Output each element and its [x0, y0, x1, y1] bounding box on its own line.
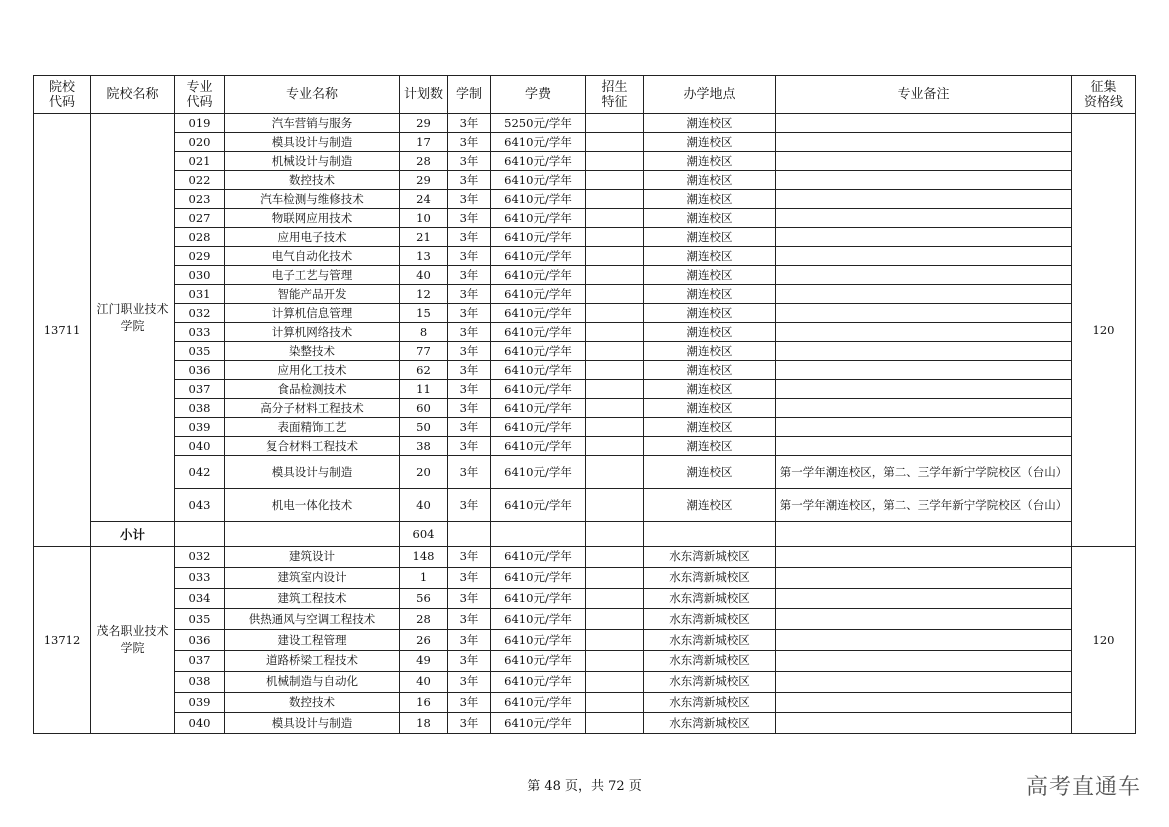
table-row [34, 171, 1136, 190]
tuition-fee: 6410元/学年 [491, 285, 586, 304]
major-code: 037 [175, 650, 225, 671]
major-code: 035 [175, 609, 225, 630]
remark: 第一学年潮连校区，第二、三学年新宁学院校区（台山） [776, 489, 1072, 522]
plan-count: 38 [400, 437, 448, 456]
location: 潮连校区 [644, 380, 776, 399]
major-code: 036 [175, 361, 225, 380]
plan-count: 11 [400, 380, 448, 399]
header-school-name: 院校名称 [91, 76, 175, 114]
tuition-fee: 6410元/学年 [491, 133, 586, 152]
duration: 3年 [448, 671, 491, 692]
table-row [34, 399, 1136, 418]
major-name: 复合材料工程技术 [225, 437, 400, 456]
watermark: 高考直通车 [1025, 775, 1141, 800]
page-footer: 第 48 页，共 72 页 [527, 779, 642, 794]
table-row [34, 609, 1136, 630]
table-row [34, 456, 1136, 489]
enrollment-feature [586, 228, 644, 247]
location: 水东湾新城校区 [644, 671, 776, 692]
table-row [34, 567, 1136, 588]
enrollment-feature [586, 650, 644, 671]
location: 潮连校区 [644, 266, 776, 285]
tuition-fee: 6410元/学年 [491, 567, 586, 588]
plan-count: 20 [400, 456, 448, 489]
enrollment-feature [586, 630, 644, 651]
score-line: 120 [1072, 547, 1136, 734]
duration: 3年 [448, 489, 491, 522]
location: 潮连校区 [644, 418, 776, 437]
tuition-fee: 6410元/学年 [491, 588, 586, 609]
header-major-name: 专业名称 [225, 76, 400, 114]
plan-count: 18 [400, 713, 448, 734]
enrollment-feature [586, 342, 644, 361]
plan-count: 12 [400, 285, 448, 304]
tuition-fee: 6410元/学年 [491, 489, 586, 522]
major-name: 食品检测技术 [225, 380, 400, 399]
major-name: 表面精饰工艺 [225, 418, 400, 437]
plan-count: 10 [400, 209, 448, 228]
tuition-fee: 6410元/学年 [491, 209, 586, 228]
location: 潮连校区 [644, 209, 776, 228]
major-code: 038 [175, 671, 225, 692]
major-code: 040 [175, 713, 225, 734]
major-code: 032 [175, 304, 225, 323]
major-code: 040 [175, 437, 225, 456]
admission-plan-table [33, 75, 1136, 734]
major-code: 033 [175, 567, 225, 588]
duration: 3年 [448, 437, 491, 456]
remark [776, 285, 1072, 304]
tuition-fee: 6410元/学年 [491, 671, 586, 692]
location: 潮连校区 [644, 304, 776, 323]
plan-count: 24 [400, 190, 448, 209]
remark [776, 380, 1072, 399]
enrollment-feature [586, 588, 644, 609]
location: 潮连校区 [644, 342, 776, 361]
enrollment-feature [586, 567, 644, 588]
table-row [34, 418, 1136, 437]
remark [776, 228, 1072, 247]
school-code: 13711 [34, 114, 91, 547]
major-code: 034 [175, 588, 225, 609]
enrollment-feature [586, 609, 644, 630]
remark [776, 630, 1072, 651]
plan-count: 62 [400, 361, 448, 380]
major-name: 机械设计与制造 [225, 152, 400, 171]
duration: 3年 [448, 266, 491, 285]
table-row [34, 650, 1136, 671]
table-row [34, 304, 1136, 323]
subtotal-empty [586, 522, 644, 547]
remark [776, 190, 1072, 209]
duration: 3年 [448, 713, 491, 734]
location: 潮连校区 [644, 171, 776, 190]
major-code: 032 [175, 547, 225, 568]
duration: 3年 [448, 209, 491, 228]
location: 潮连校区 [644, 228, 776, 247]
duration: 3年 [448, 114, 491, 133]
remark [776, 588, 1072, 609]
remark [776, 399, 1072, 418]
enrollment-feature [586, 304, 644, 323]
location: 水东湾新城校区 [644, 650, 776, 671]
plan-count: 148 [400, 547, 448, 568]
tuition-fee: 6410元/学年 [491, 342, 586, 361]
table-row [34, 630, 1136, 651]
tuition-fee: 6410元/学年 [491, 609, 586, 630]
table-row [34, 152, 1136, 171]
header-major-code: 专业 代码 [175, 76, 225, 114]
location: 潮连校区 [644, 190, 776, 209]
remark [776, 692, 1072, 713]
major-name: 建筑设计 [225, 547, 400, 568]
major-code: 035 [175, 342, 225, 361]
location: 潮连校区 [644, 399, 776, 418]
tuition-fee: 6410元/学年 [491, 380, 586, 399]
table-row [34, 380, 1136, 399]
duration: 3年 [448, 692, 491, 713]
enrollment-feature [586, 171, 644, 190]
remark [776, 567, 1072, 588]
location: 水东湾新城校区 [644, 692, 776, 713]
subtotal-empty [175, 522, 225, 547]
table-row [34, 209, 1136, 228]
enrollment-feature [586, 692, 644, 713]
plan-count: 60 [400, 399, 448, 418]
enrollment-feature [586, 671, 644, 692]
subtotal-empty [225, 522, 400, 547]
subtotal-empty [448, 522, 491, 547]
major-name: 机械制造与自动化 [225, 671, 400, 692]
remark [776, 361, 1072, 380]
major-name: 汽车营销与服务 [225, 114, 400, 133]
major-name: 建筑工程技术 [225, 588, 400, 609]
major-name: 智能产品开发 [225, 285, 400, 304]
enrollment-feature [586, 713, 644, 734]
school-name: 茂名职业技术学院 [91, 547, 175, 734]
duration: 3年 [448, 133, 491, 152]
enrollment-feature [586, 266, 644, 285]
enrollment-feature [586, 489, 644, 522]
table-row [34, 547, 1136, 568]
major-name: 道路桥梁工程技术 [225, 650, 400, 671]
duration: 3年 [448, 247, 491, 266]
location: 水东湾新城校区 [644, 567, 776, 588]
major-name: 物联网应用技术 [225, 209, 400, 228]
tuition-fee: 6410元/学年 [491, 171, 586, 190]
remark [776, 547, 1072, 568]
plan-count: 28 [400, 152, 448, 171]
remark [776, 247, 1072, 266]
major-name: 汽车检测与维修技术 [225, 190, 400, 209]
tuition-fee: 6410元/学年 [491, 361, 586, 380]
enrollment-feature [586, 190, 644, 209]
major-name: 电子工艺与管理 [225, 266, 400, 285]
plan-count: 1 [400, 567, 448, 588]
plan-count: 40 [400, 671, 448, 692]
major-code: 038 [175, 399, 225, 418]
major-code: 039 [175, 418, 225, 437]
major-name: 模具设计与制造 [225, 456, 400, 489]
major-code: 022 [175, 171, 225, 190]
duration: 3年 [448, 630, 491, 651]
table-row [34, 323, 1136, 342]
enrollment-feature [586, 547, 644, 568]
table-row [34, 713, 1136, 734]
table-row [34, 228, 1136, 247]
remark [776, 671, 1072, 692]
plan-count: 50 [400, 418, 448, 437]
duration: 3年 [448, 399, 491, 418]
plan-count: 29 [400, 171, 448, 190]
major-code: 019 [175, 114, 225, 133]
duration: 3年 [448, 361, 491, 380]
enrollment-feature [586, 399, 644, 418]
plan-count: 17 [400, 133, 448, 152]
header-score: 征集 资格线 [1072, 76, 1136, 114]
subtotal-value: 604 [400, 522, 448, 547]
major-name: 供热通风与空调工程技术 [225, 609, 400, 630]
remark [776, 114, 1072, 133]
plan-count: 26 [400, 630, 448, 651]
major-name: 计算机网络技术 [225, 323, 400, 342]
major-name: 应用化工技术 [225, 361, 400, 380]
location: 潮连校区 [644, 114, 776, 133]
plan-count: 15 [400, 304, 448, 323]
tuition-fee: 5250元/学年 [491, 114, 586, 133]
school-code: 13712 [34, 547, 91, 734]
header-row [34, 76, 1136, 114]
major-code: 039 [175, 692, 225, 713]
table-row [34, 361, 1136, 380]
major-code: 036 [175, 630, 225, 651]
table-row [34, 588, 1136, 609]
major-code: 027 [175, 209, 225, 228]
major-name: 数控技术 [225, 692, 400, 713]
tuition-fee: 6410元/学年 [491, 713, 586, 734]
major-code: 023 [175, 190, 225, 209]
table-row [34, 133, 1136, 152]
plan-count: 40 [400, 489, 448, 522]
tuition-fee: 6410元/学年 [491, 247, 586, 266]
duration: 3年 [448, 152, 491, 171]
table-row [34, 285, 1136, 304]
table-body [34, 114, 1136, 734]
major-name: 染整技术 [225, 342, 400, 361]
tuition-fee: 6410元/学年 [491, 190, 586, 209]
subtotal-empty [644, 522, 776, 547]
location: 水东湾新城校区 [644, 713, 776, 734]
subtotal-label: 小计 [91, 522, 175, 547]
header-location: 办学地点 [644, 76, 776, 114]
major-name: 建筑室内设计 [225, 567, 400, 588]
major-code: 029 [175, 247, 225, 266]
tuition-fee: 6410元/学年 [491, 304, 586, 323]
major-code: 037 [175, 380, 225, 399]
tuition-fee: 6410元/学年 [491, 650, 586, 671]
school-name: 江门职业技术学院 [91, 114, 175, 522]
score-line: 120 [1072, 114, 1136, 547]
remark [776, 171, 1072, 190]
plan-count: 77 [400, 342, 448, 361]
duration: 3年 [448, 609, 491, 630]
enrollment-feature [586, 285, 644, 304]
plan-count: 16 [400, 692, 448, 713]
major-name: 模具设计与制造 [225, 133, 400, 152]
plan-count: 13 [400, 247, 448, 266]
table-row [34, 692, 1136, 713]
table-row [34, 114, 1136, 133]
header-fee: 学费 [491, 76, 586, 114]
remark [776, 304, 1072, 323]
location: 水东湾新城校区 [644, 609, 776, 630]
enrollment-feature [586, 437, 644, 456]
duration: 3年 [448, 547, 491, 568]
table-row [34, 437, 1136, 456]
location: 潮连校区 [644, 437, 776, 456]
plan-count: 21 [400, 228, 448, 247]
major-code: 030 [175, 266, 225, 285]
tuition-fee: 6410元/学年 [491, 630, 586, 651]
remark [776, 418, 1072, 437]
plan-count: 40 [400, 266, 448, 285]
location: 潮连校区 [644, 456, 776, 489]
table-row [34, 489, 1136, 522]
location: 潮连校区 [644, 133, 776, 152]
remark [776, 133, 1072, 152]
tuition-fee: 6410元/学年 [491, 456, 586, 489]
enrollment-feature [586, 323, 644, 342]
location: 水东湾新城校区 [644, 630, 776, 651]
duration: 3年 [448, 456, 491, 489]
location: 水东湾新城校区 [644, 547, 776, 568]
major-name: 模具设计与制造 [225, 713, 400, 734]
location: 水东湾新城校区 [644, 588, 776, 609]
location: 潮连校区 [644, 361, 776, 380]
duration: 3年 [448, 588, 491, 609]
remark [776, 152, 1072, 171]
enrollment-feature [586, 114, 644, 133]
remark [776, 266, 1072, 285]
header-duration: 学制 [448, 76, 491, 114]
remark [776, 342, 1072, 361]
major-code: 042 [175, 456, 225, 489]
plan-count: 49 [400, 650, 448, 671]
remark [776, 650, 1072, 671]
major-name: 应用电子技术 [225, 228, 400, 247]
major-name: 数控技术 [225, 171, 400, 190]
header-plan: 计划数 [400, 76, 448, 114]
enrollment-feature [586, 152, 644, 171]
location: 潮连校区 [644, 152, 776, 171]
header-school-code: 院校 代码 [34, 76, 91, 114]
plan-count: 56 [400, 588, 448, 609]
table-row [34, 671, 1136, 692]
tuition-fee: 6410元/学年 [491, 152, 586, 171]
plan-count: 28 [400, 609, 448, 630]
location: 潮连校区 [644, 247, 776, 266]
location: 潮连校区 [644, 285, 776, 304]
remark [776, 437, 1072, 456]
major-code: 028 [175, 228, 225, 247]
subtotal-row [34, 522, 1136, 547]
major-name: 机电一体化技术 [225, 489, 400, 522]
plan-count: 8 [400, 323, 448, 342]
tuition-fee: 6410元/学年 [491, 266, 586, 285]
tuition-fee: 6410元/学年 [491, 228, 586, 247]
major-name: 建设工程管理 [225, 630, 400, 651]
remark: 第一学年潮连校区，第二、三学年新宁学院校区（台山） [776, 456, 1072, 489]
duration: 3年 [448, 171, 491, 190]
tuition-fee: 6410元/学年 [491, 692, 586, 713]
enrollment-feature [586, 456, 644, 489]
duration: 3年 [448, 567, 491, 588]
duration: 3年 [448, 418, 491, 437]
duration: 3年 [448, 190, 491, 209]
major-name: 高分子材料工程技术 [225, 399, 400, 418]
major-code: 043 [175, 489, 225, 522]
duration: 3年 [448, 285, 491, 304]
major-code: 033 [175, 323, 225, 342]
duration: 3年 [448, 342, 491, 361]
enrollment-feature [586, 380, 644, 399]
remark [776, 323, 1072, 342]
tuition-fee: 6410元/学年 [491, 418, 586, 437]
duration: 3年 [448, 323, 491, 342]
table-row [34, 247, 1136, 266]
location: 潮连校区 [644, 489, 776, 522]
table-row [34, 190, 1136, 209]
enrollment-feature [586, 361, 644, 380]
header-remark: 专业备注 [776, 76, 1072, 114]
remark [776, 713, 1072, 734]
duration: 3年 [448, 380, 491, 399]
table-row [34, 266, 1136, 285]
tuition-fee: 6410元/学年 [491, 323, 586, 342]
subtotal-empty [491, 522, 586, 547]
table-row [34, 342, 1136, 361]
tuition-fee: 6410元/学年 [491, 437, 586, 456]
remark [776, 209, 1072, 228]
major-code: 031 [175, 285, 225, 304]
major-name: 计算机信息管理 [225, 304, 400, 323]
enrollment-feature [586, 418, 644, 437]
major-name: 电气自动化技术 [225, 247, 400, 266]
duration: 3年 [448, 228, 491, 247]
major-code: 021 [175, 152, 225, 171]
header-feature: 招生 特征 [586, 76, 644, 114]
tuition-fee: 6410元/学年 [491, 547, 586, 568]
enrollment-feature [586, 133, 644, 152]
tuition-fee: 6410元/学年 [491, 399, 586, 418]
plan-count: 29 [400, 114, 448, 133]
enrollment-feature [586, 209, 644, 228]
duration: 3年 [448, 304, 491, 323]
major-code: 020 [175, 133, 225, 152]
location: 潮连校区 [644, 323, 776, 342]
remark [776, 609, 1072, 630]
enrollment-feature [586, 247, 644, 266]
subtotal-empty [776, 522, 1072, 547]
duration: 3年 [448, 650, 491, 671]
